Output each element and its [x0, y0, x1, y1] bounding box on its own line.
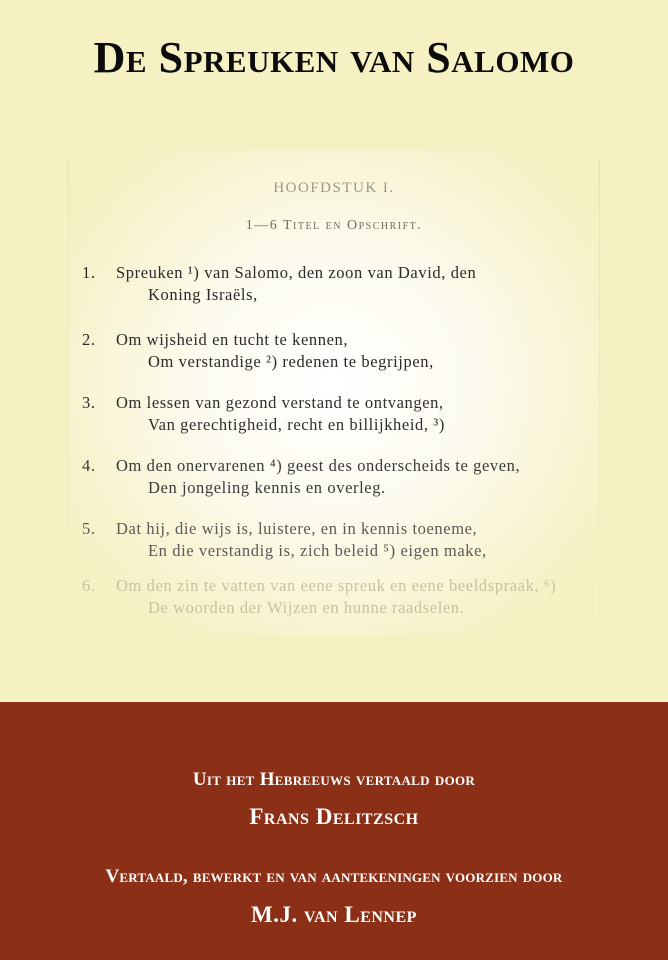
verse-number: 3. — [82, 393, 96, 412]
credits-band — [0, 702, 668, 960]
verse-number: 6. — [82, 576, 96, 595]
verse-line: En die verstandig is, zich beleid ⁵) eigen make, — [148, 541, 487, 560]
verse-line: De woorden der Wijzen en hunne raadselen. — [148, 598, 465, 617]
verse-line: Om verstandige ²) redenen te begrijpen, — [148, 352, 434, 371]
verse-line: Om den onervarenen ⁴) geest des onderscheids te geven, — [116, 456, 521, 475]
verse-line: Koning Israëls, — [148, 285, 258, 304]
verse-line: Spreuken ¹) van Salomo, den zoon van David, den — [116, 263, 477, 282]
verse-line: Van gerechtigheid, recht en billijkheid, ³) — [148, 415, 445, 434]
verse-line: Den jongeling kennis en overleg. — [148, 478, 386, 497]
translator-name: Frans Delitzsch — [249, 804, 419, 829]
section-heading: 1—6 Titel en Opschrift. — [245, 218, 423, 233]
verse-line: Om lessen van gezond verstand te ontvangen, — [116, 393, 444, 412]
edited-by-label: Vertaald, bewerkt en van aantekeningen voorzien door — [105, 866, 563, 887]
book-title: De Spreuken van Salomo — [93, 33, 575, 82]
verse-line: Om den zin te vatten van eene spreuk en eene beeldspraak, ⁶) — [116, 576, 557, 595]
chapter-heading: HOOFDSTUK I. — [273, 180, 395, 196]
verse-number: 5. — [82, 519, 96, 538]
verse-line: Dat hij, die wijs is, luistere, en in kennis toeneme, — [116, 519, 478, 538]
verse-number: 4. — [82, 456, 96, 475]
editor-name: M.J. van Lennep — [251, 902, 417, 927]
scripture-page — [68, 150, 600, 636]
verse-number: 1. — [82, 263, 96, 282]
verse-line: Om wijsheid en tucht te kennen, — [116, 330, 349, 349]
verse-number: 2. — [82, 330, 96, 349]
translated-from-label: Uit het Hebreeuws vertaald door — [192, 769, 476, 790]
